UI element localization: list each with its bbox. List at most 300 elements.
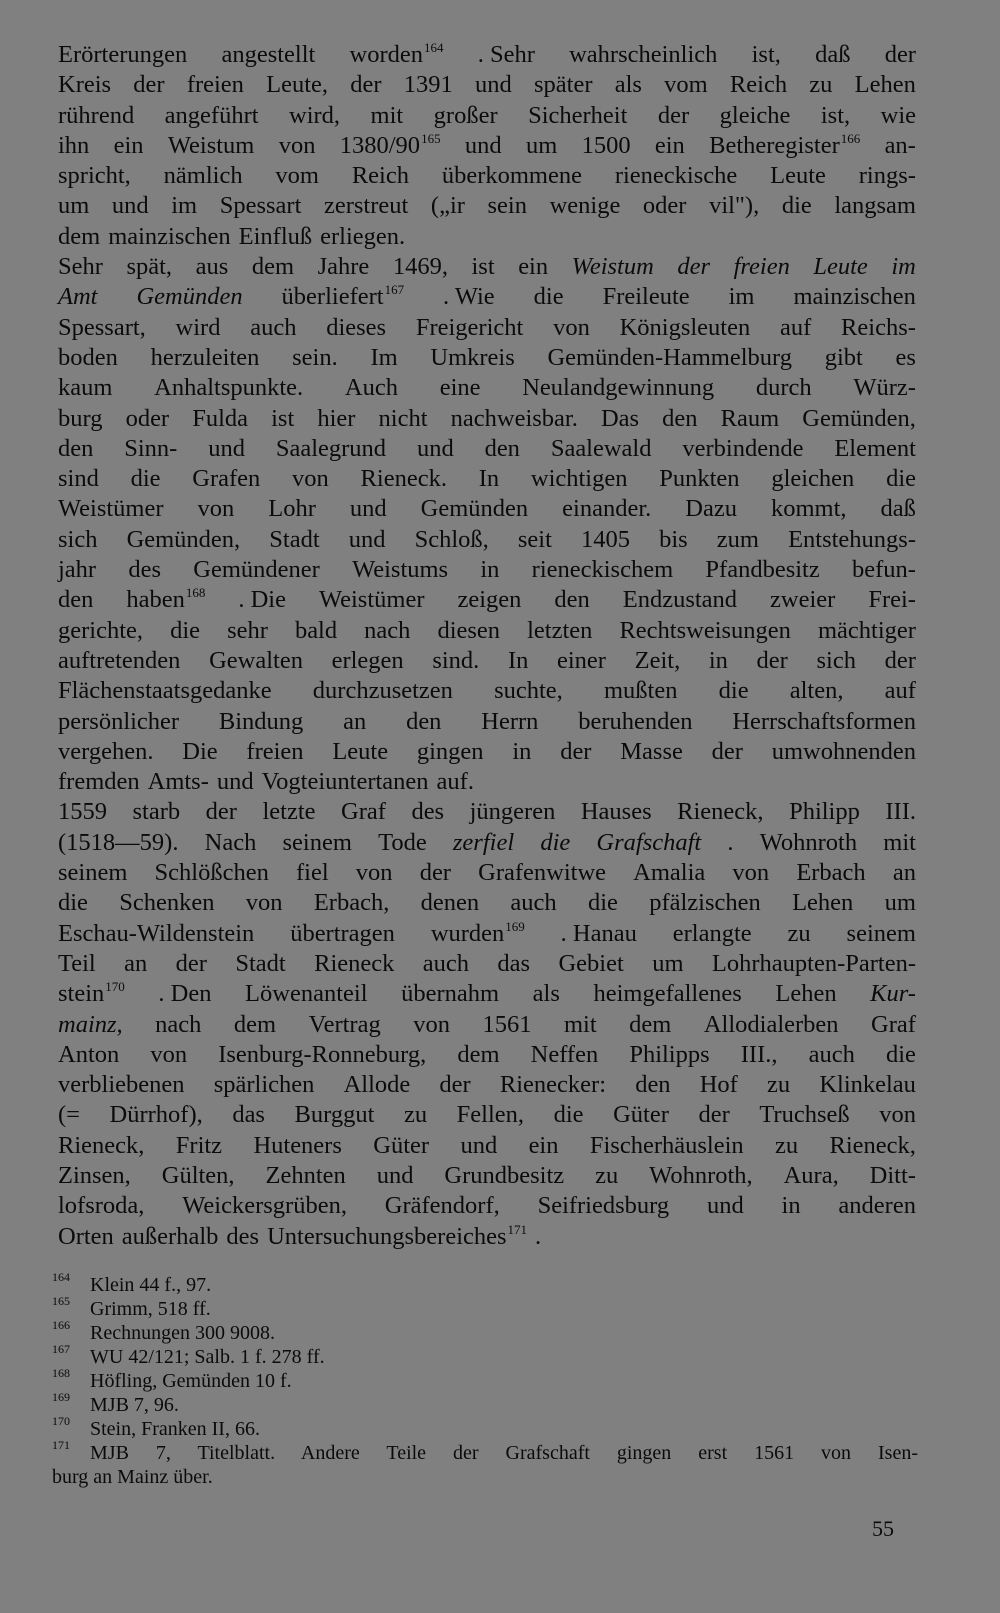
word: [649, 888, 761, 918]
word-text: verbliebenen: [58, 1071, 185, 1099]
word-text: die: [885, 1040, 916, 1068]
word-text: Gemünden,: [802, 404, 916, 432]
word-text: mainzischen: [108, 222, 231, 250]
word: [269, 525, 319, 555]
word-text: des: [411, 798, 445, 826]
word-text: rührend: [58, 101, 135, 129]
footnote-reference[interactable]: 167: [384, 282, 405, 298]
word-text: wird: [175, 313, 221, 341]
word: [58, 676, 272, 706]
text-line: [58, 222, 916, 252]
word: [870, 1161, 916, 1191]
word: [420, 858, 451, 888]
word-text: hier: [317, 404, 356, 432]
word-text: den: [554, 586, 590, 614]
word: [350, 70, 381, 100]
text-line: [58, 1100, 916, 1130]
word-text: Wohnroth,: [649, 1161, 753, 1189]
body-text: [58, 40, 916, 1252]
text-line: [58, 404, 916, 434]
word-text: Umkreis: [430, 343, 515, 371]
word: [885, 888, 916, 918]
footnote-reference[interactable]: 170: [105, 979, 125, 995]
word: [373, 1131, 429, 1161]
word: [250, 313, 296, 343]
word-text: von: [553, 313, 590, 341]
word: [885, 40, 916, 70]
word: [58, 646, 180, 676]
word: [364, 616, 410, 646]
word-text: vil"),: [709, 192, 760, 220]
word-text: Jahre: [317, 253, 370, 281]
word-text: Grafenwitwe: [478, 859, 607, 887]
word-text: wurden: [430, 919, 505, 947]
footnote-reference[interactable]: 169: [505, 918, 525, 934]
word: [527, 616, 592, 646]
word-text: ist: [271, 404, 295, 432]
word: [164, 161, 243, 191]
word: [538, 1191, 670, 1221]
word: [252, 252, 294, 282]
word-text: Philipps: [629, 1040, 710, 1068]
word-text: zu: [595, 1161, 619, 1189]
word: [58, 434, 93, 464]
word-text: suchte,: [494, 677, 563, 705]
word-text: Neulandgewinnung: [522, 374, 715, 402]
footnotes: [52, 1270, 918, 1489]
word-text: Leute: [770, 162, 826, 190]
word: [752, 40, 781, 70]
word: [415, 525, 489, 555]
word: [547, 343, 792, 373]
word: [124, 434, 177, 464]
word: [352, 161, 409, 191]
word-text: Leute: [813, 253, 868, 281]
word-text: und: [376, 1161, 414, 1189]
word: [295, 616, 337, 646]
word: [760, 828, 857, 858]
word: [119, 888, 214, 918]
word-text: Isenburg-Ronneburg,: [218, 1040, 427, 1068]
text-line: [58, 131, 916, 161]
word-text: Vertrag: [308, 1010, 381, 1038]
word: [182, 737, 217, 767]
word-text: dem: [233, 1010, 277, 1038]
word-text: Amts-: [147, 768, 209, 796]
word-text: spärlichen: [213, 1071, 315, 1099]
footnote-reference[interactable]: 168: [185, 585, 206, 601]
word-text: wenige: [549, 192, 621, 220]
word: [58, 70, 111, 100]
word: [356, 858, 393, 888]
word: [262, 797, 315, 827]
word: [789, 797, 860, 827]
word-text: Teil: [58, 949, 96, 977]
word-text: persönlicher: [58, 707, 180, 735]
word-text: Gebiet: [558, 949, 624, 977]
word-text: Weistums: [352, 556, 449, 584]
word-text: 1405: [581, 525, 630, 553]
word-text: der: [711, 737, 743, 765]
word-text: auch: [808, 1040, 855, 1068]
word: [58, 767, 140, 797]
word-text: der: [175, 949, 207, 977]
word: [58, 828, 178, 858]
word: [553, 313, 590, 343]
text-line: [58, 40, 916, 70]
word-text: einer: [557, 646, 606, 674]
word: [852, 555, 916, 585]
word-text: Saalegrund: [275, 434, 387, 462]
word: [133, 70, 164, 100]
word: [569, 40, 717, 70]
word-text: In: [507, 646, 529, 674]
word: [732, 858, 769, 888]
word-text: das: [232, 1101, 265, 1129]
word-text: als: [614, 71, 642, 99]
footnote-number: 164: [52, 1270, 70, 1284]
word-text: vergehen.: [58, 737, 154, 765]
word: [108, 222, 230, 252]
word: [58, 919, 254, 949]
word-text: auftretenden: [58, 646, 181, 674]
word-text: der: [756, 646, 788, 674]
word-text: des: [128, 556, 162, 584]
word-text: überliefert: [281, 283, 384, 311]
word: [58, 252, 103, 282]
word: [834, 434, 916, 464]
word-text: zu: [403, 1101, 428, 1129]
word-text: erlangte: [672, 919, 752, 947]
word: [219, 707, 303, 737]
word: [268, 494, 316, 524]
text-line: [58, 616, 916, 646]
word: [790, 676, 844, 706]
word: [859, 161, 916, 191]
word: [416, 313, 524, 343]
word: [275, 161, 319, 191]
footnote: [52, 1270, 918, 1297]
word: [623, 585, 737, 615]
word: [540, 828, 570, 858]
word: [192, 464, 260, 494]
footnote-number: 169: [52, 1390, 70, 1404]
word: [406, 707, 441, 737]
word: [276, 434, 386, 464]
word-text: mußten: [603, 677, 678, 705]
word: [677, 252, 710, 282]
text-line: [58, 191, 916, 221]
word-text: sich: [816, 646, 856, 674]
word: [494, 676, 563, 706]
word: [732, 707, 916, 737]
word: [58, 555, 96, 585]
word-text: der: [560, 737, 592, 765]
word: [560, 737, 591, 767]
word-text: jahr: [58, 556, 97, 584]
word-text: und: [208, 434, 245, 462]
word-text: die: [781, 192, 812, 220]
word: [217, 767, 254, 797]
word-text: .: [727, 828, 734, 856]
footnote: [52, 1438, 918, 1465]
word-text: im: [171, 192, 198, 220]
word-text: Lohrhaupten-Parten-: [711, 949, 916, 977]
word: [471, 252, 494, 282]
word-text: Hauses: [580, 798, 652, 826]
word: [393, 252, 448, 282]
word: [58, 161, 131, 191]
word: [554, 585, 589, 615]
footnote-reference[interactable]: 165: [421, 130, 441, 146]
word-text: Pfandbesitz: [705, 556, 820, 584]
word-text: Löwenanteil: [245, 980, 368, 1008]
word: [314, 888, 390, 918]
word: [720, 101, 791, 131]
word-text: . Die: [238, 586, 286, 614]
word-text: fremden: [58, 768, 140, 796]
word: [535, 1222, 541, 1252]
word-text: Zeit,: [634, 646, 681, 674]
word-text: und: [416, 434, 454, 462]
word-text: Die: [182, 737, 218, 765]
word-text: umwohnenden: [771, 737, 916, 765]
word-text: der: [884, 646, 916, 674]
footnote-text: Klein 44 f., 97.: [90, 1274, 212, 1296]
word: [370, 343, 397, 373]
word-text: Graf: [871, 1010, 916, 1038]
word: [58, 1131, 144, 1161]
word: [719, 676, 749, 706]
word-text: sehr: [227, 616, 268, 644]
word-text: burg: [58, 404, 103, 432]
footnote-reference[interactable]: 164: [424, 40, 444, 55]
word: [886, 1040, 916, 1070]
word: [478, 40, 535, 70]
word: [891, 252, 916, 282]
text-line: [58, 707, 916, 737]
word-text: Allode: [343, 1071, 411, 1099]
word: [313, 676, 453, 706]
word-text: auf: [780, 313, 812, 341]
word: [421, 888, 480, 918]
word-text: . Hanau: [560, 919, 637, 947]
word: [698, 1100, 729, 1130]
word-text: in: [480, 556, 500, 584]
word-text: pfälzischen: [649, 889, 761, 917]
text-line: [58, 858, 916, 888]
word-text: diesen: [437, 616, 501, 644]
word: [896, 343, 916, 373]
word: [881, 494, 916, 524]
word-text: das: [497, 949, 531, 977]
word-text: vom: [664, 71, 708, 99]
word-text: und: [111, 192, 149, 220]
word-text: Vogteiuntertanen: [261, 768, 429, 796]
word: [593, 979, 741, 1009]
word-text: Rieneck,: [677, 798, 764, 826]
word-text: an: [892, 859, 916, 887]
word: [58, 737, 153, 767]
word-text: gleichen: [771, 465, 855, 493]
word-text: Graf: [341, 798, 386, 826]
word: [771, 464, 854, 494]
word: [664, 70, 708, 100]
word-text: Herrn: [481, 707, 539, 735]
word: [816, 646, 855, 676]
word-text: zu: [787, 919, 811, 947]
word: [582, 131, 631, 161]
word: [782, 1191, 801, 1221]
word: [620, 313, 751, 343]
word: [289, 101, 340, 131]
word-text: Dazu: [685, 495, 737, 523]
word-text: Nach: [204, 828, 257, 856]
word: [813, 252, 867, 282]
word: [122, 1222, 219, 1252]
word: [775, 1131, 798, 1161]
word-text: rings-: [858, 162, 916, 190]
footnote-text: Rechnungen 300 9008.: [90, 1322, 275, 1344]
word-text: bald: [294, 616, 338, 644]
word-text: und: [216, 768, 254, 796]
text-line: [58, 1040, 916, 1070]
word-text: sein: [487, 192, 527, 220]
word-text: Fellen,: [456, 1101, 525, 1129]
word-text: zu: [809, 71, 833, 99]
word: [659, 525, 688, 555]
word: [512, 737, 531, 767]
word: [127, 525, 241, 555]
word: [155, 1010, 201, 1040]
word-text: in: [512, 737, 532, 765]
word-text: den: [662, 404, 698, 432]
word-text: Klinkelau: [819, 1071, 916, 1099]
word-text: befun-: [851, 556, 916, 584]
word-text: Leute: [332, 737, 389, 765]
word-text: nachweisbar.: [450, 404, 578, 432]
word-text: außerhalb: [121, 1222, 219, 1250]
word: [295, 1100, 375, 1130]
word: [534, 70, 593, 100]
word: [444, 1161, 564, 1191]
word: [518, 525, 552, 555]
word: [176, 1131, 222, 1161]
word-text: zu: [775, 1131, 799, 1159]
text-line: [58, 313, 916, 343]
word-text: erliegen.: [320, 222, 406, 250]
word-text: rieneckische: [614, 162, 738, 190]
word: [385, 1191, 500, 1221]
word-text: .: [535, 1222, 542, 1250]
word: [209, 646, 303, 676]
footnote-continuation: burg an Mainz über.: [52, 1466, 213, 1488]
word: [868, 585, 916, 615]
word-text: mächtiger: [817, 616, 916, 644]
word: [350, 40, 444, 70]
text-line: [58, 949, 916, 979]
text-line: [58, 1070, 916, 1100]
word-text: Schlößchen: [154, 859, 269, 887]
word: [282, 282, 405, 312]
word-text: mainz,: [58, 1010, 123, 1038]
word: [757, 646, 788, 676]
word-text: von: [292, 465, 329, 493]
word: [155, 858, 269, 888]
word-text: wie: [880, 101, 916, 129]
word-text: Schenken: [119, 889, 215, 917]
word-text: die: [718, 677, 749, 705]
word-text: und: [349, 495, 387, 523]
word: [590, 1131, 744, 1161]
word: [58, 707, 179, 737]
word-text: worden: [349, 41, 424, 68]
word: [613, 1100, 669, 1130]
word: [457, 1100, 524, 1130]
word-text: heimgefallenes: [593, 980, 742, 1008]
footnote-reference[interactable]: 166: [840, 130, 861, 146]
word: [526, 131, 557, 161]
word: [534, 282, 564, 312]
word: [58, 101, 134, 131]
word-text: die: [540, 828, 571, 856]
word-text: von: [413, 1010, 450, 1038]
word-text: Flächenstaatsgedanke: [58, 677, 272, 705]
word: [709, 191, 759, 221]
word: [510, 888, 556, 918]
word: [58, 40, 187, 70]
word: [707, 1191, 744, 1221]
word: [196, 252, 229, 282]
word: [192, 404, 248, 434]
word: [531, 464, 628, 494]
word-text: von: [150, 1040, 188, 1068]
footnote-reference[interactable]: 171: [507, 1221, 528, 1237]
word-text: 1561: [482, 1010, 532, 1038]
word-text: Seifriedsburg: [537, 1192, 670, 1220]
word-text: nach: [364, 616, 411, 644]
word-text: Rieneck: [314, 949, 395, 977]
word: [712, 949, 916, 979]
word-text: dem: [251, 253, 295, 281]
word: [176, 949, 207, 979]
word: [266, 70, 328, 100]
word: [58, 373, 112, 403]
word-text: aus: [195, 253, 229, 281]
word-text: Frei-: [868, 586, 916, 614]
word: [479, 464, 499, 494]
word: [404, 1100, 427, 1130]
word: [208, 434, 245, 464]
word-text: nicht: [378, 404, 428, 432]
word-text: Stadt: [269, 525, 320, 553]
word: [151, 343, 260, 373]
word-text: seit: [517, 525, 552, 553]
word-text: der: [133, 71, 165, 99]
text-line: [58, 585, 916, 615]
word: [58, 1161, 131, 1191]
word-text: Fulda: [192, 404, 249, 432]
word-text: zweier: [770, 586, 836, 614]
word-text: der: [439, 1071, 471, 1099]
word: [554, 1100, 584, 1130]
word-text: III.: [885, 798, 916, 826]
word: [126, 252, 172, 282]
word-text: Reichs-: [841, 313, 916, 341]
word-text: auf: [884, 677, 916, 705]
word: [361, 464, 447, 494]
word: [818, 616, 916, 646]
